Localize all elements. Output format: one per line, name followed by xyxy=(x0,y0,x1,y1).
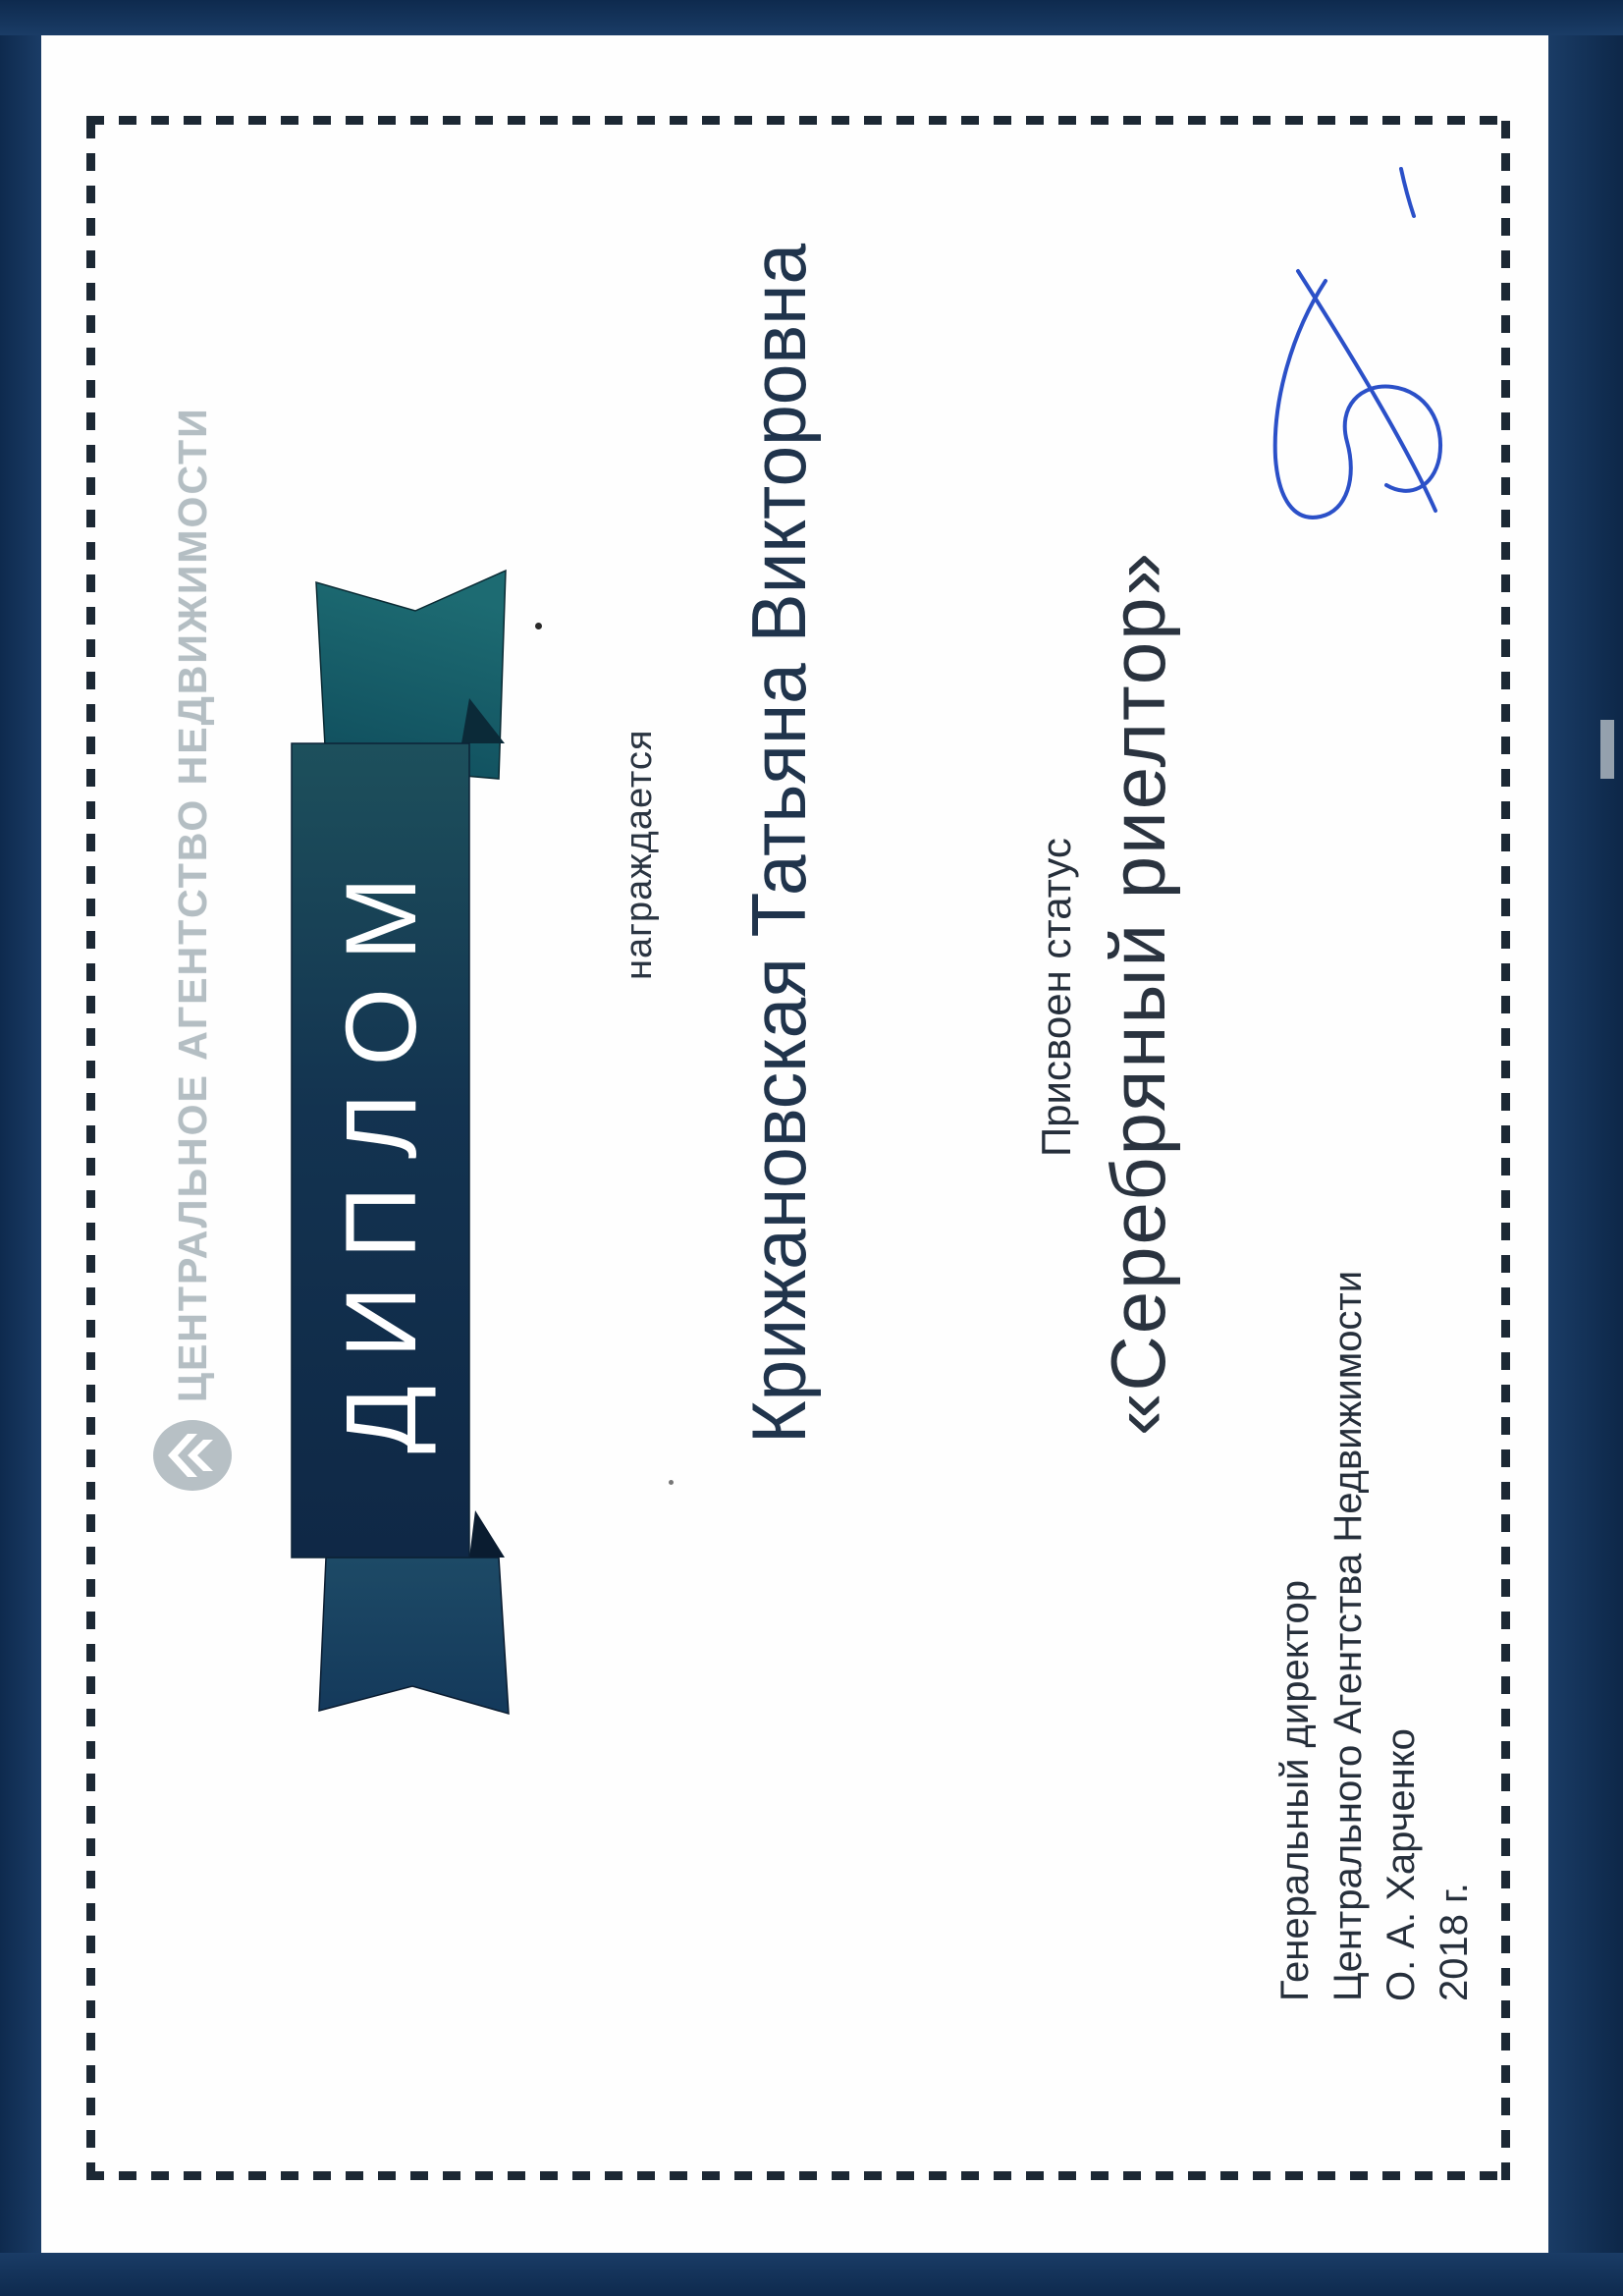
dashed-border-left xyxy=(86,2171,1510,2180)
director-block xyxy=(1269,1271,1481,2001)
frame-edge-top xyxy=(0,0,41,2296)
director-line-name: О. А. Харченко xyxy=(1380,1728,1423,2001)
dashed-border-right xyxy=(86,116,1510,125)
dashed-border-top xyxy=(86,116,95,2180)
diploma-title: ДИПЛОМ xyxy=(324,849,437,1453)
frame-edge-bottom xyxy=(1548,0,1623,2296)
frame-edge-left xyxy=(0,2253,1623,2296)
awarded-label: награждается xyxy=(619,729,660,980)
director-line-year: 2018 г. xyxy=(1433,1883,1476,2001)
scan-speck xyxy=(535,623,542,629)
chevron-logo-icon xyxy=(152,1418,233,1493)
ribbon-tail-left xyxy=(319,1558,509,1714)
director-line-agency: Центрального Агентства Недвижимости xyxy=(1326,1270,1370,2001)
agency-logo-text: ЦЕНТРАЛЬНОЕ АГЕНТСТВО НЕДВИЖИМОСТИ xyxy=(169,407,215,1402)
agency-logo xyxy=(152,407,233,1493)
scan-smudge xyxy=(1600,720,1614,779)
status-value: «Серебряный риелтор» xyxy=(1095,550,1181,1436)
status-label: Присвоен статус xyxy=(1033,838,1079,1157)
recipient-name: Крижановская Татьяна Викторовна xyxy=(735,243,822,1444)
frame-edge-right xyxy=(0,0,1623,35)
dashed-border-bottom xyxy=(1501,116,1510,2180)
director-line-title: Генеральный директор xyxy=(1273,1579,1317,2001)
ribbon-fold-left xyxy=(469,1510,505,1558)
director-signature xyxy=(1168,155,1463,558)
scan-speck xyxy=(669,1480,674,1485)
